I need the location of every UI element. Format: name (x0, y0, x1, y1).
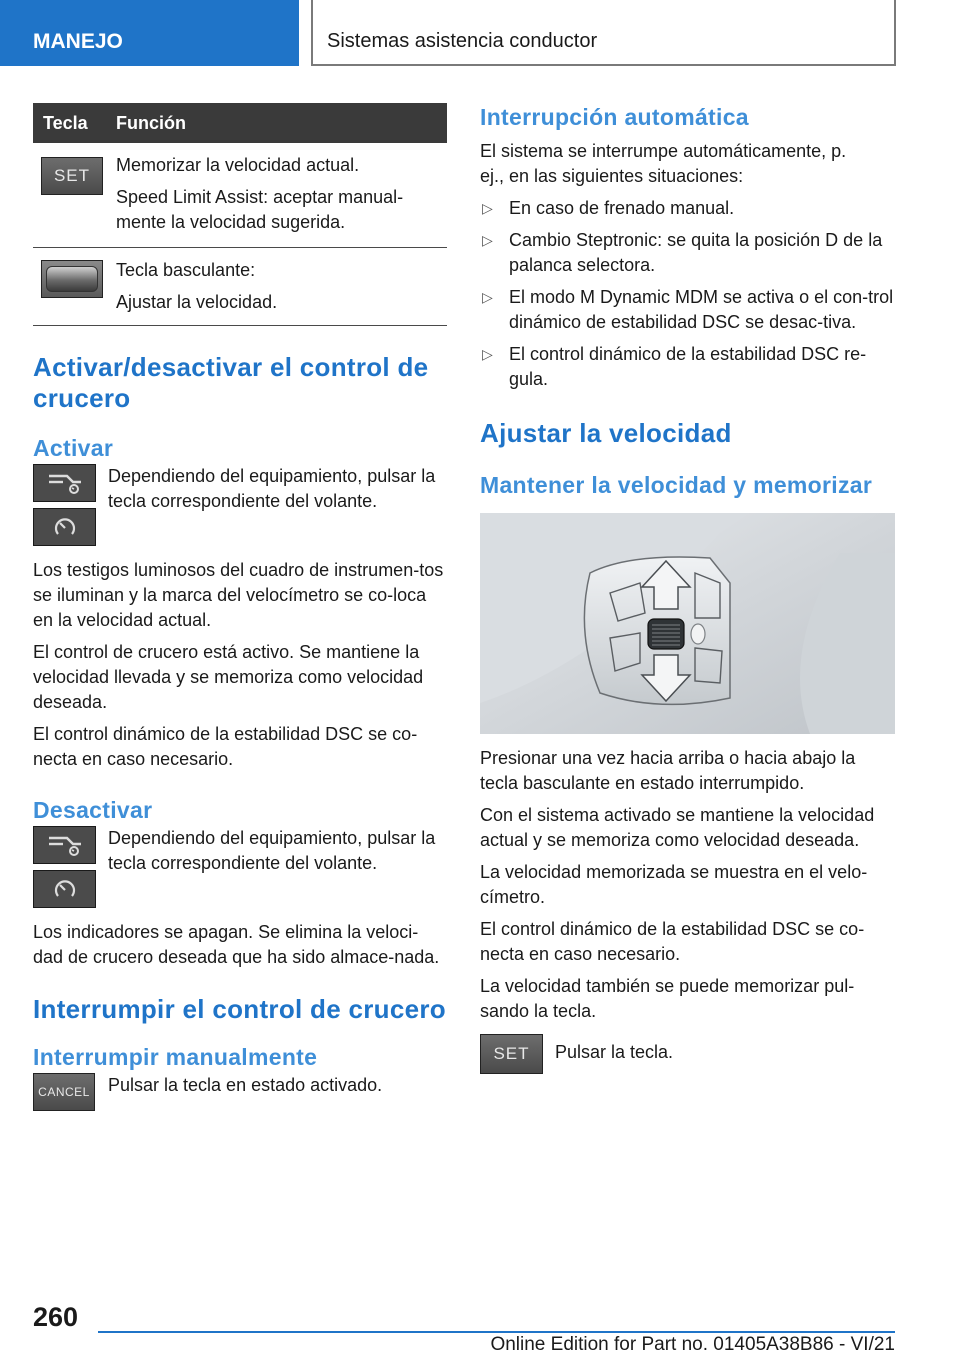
triangle-bullet-icon: ▷ (482, 232, 493, 248)
table-cell: Tecla basculante: (116, 260, 256, 280)
list-item: ▷ El modo M Dynamic MDM se activa o el con-trol dinámico de estabilidad DSC se desac-tiva. (480, 285, 895, 335)
paragraph: La velocidad también se puede memorizar pul-sando la tecla. (480, 976, 855, 1021)
table-row (33, 248, 447, 326)
table-row (33, 143, 447, 248)
heading-keep-speed: Mantener la velocidad y memorizar (480, 472, 873, 498)
steering-wheel-rocker-illustration (480, 513, 895, 734)
chapter-title: Sistemas asistencia conductor (311, 0, 896, 66)
heading-activate: Activar (33, 435, 114, 461)
cancel-key-icon: CANCEL (33, 1073, 95, 1111)
list-item: ▷ Cambio Steptronic: se quita la posición D de la palanca selectora. (480, 228, 895, 278)
paragraph: La velocidad memorizada se muestra en el velo-címetro. (480, 862, 868, 907)
cruise-control-icon (33, 464, 96, 502)
table-cell: Speed Limit Assist: aceptar manual-mente la velocidad sugerida. (116, 187, 404, 232)
interrupt-text: Pulsar la tecla en estado activado. (108, 1075, 383, 1095)
left-column (33, 103, 447, 1111)
key-function-table (33, 103, 447, 326)
paragraph: Presionar una vez hacia arriba o hacia abajo la tecla basculante en estado interrumpido. (480, 748, 856, 793)
edition-text: Online Edition for Part no. 01405A38B86 - VI/21 (490, 1334, 895, 1355)
footer-divider (98, 1331, 895, 1333)
heading-auto-interrupt: Interrupción automática (480, 104, 749, 130)
set-key-icon: SET (480, 1034, 543, 1074)
page-number: 260 (33, 1302, 79, 1332)
table-col-function: Función (116, 112, 186, 133)
heading-interrupt-manual: Interrumpir manualmente (33, 1044, 318, 1070)
heading-adjust-speed: Ajustar la velocidad (480, 418, 732, 448)
heading-deactivate: Desactivar (33, 797, 153, 823)
bullet-list (480, 196, 895, 392)
paragraph: El control de crucero está activo. Se mantiene la velocidad llevada y se memoriza como velocidad deseada. (33, 642, 424, 712)
paragraph: Los testigos luminosos del cuadro de instrumen-tos se iluminan y la marca del velocímetro se co-loca en la velocidad actual. (33, 560, 444, 630)
table-col-key: Tecla (43, 112, 88, 133)
interrupt-instruction (33, 1073, 447, 1111)
heading-interrupt: Interrumpir el control de crucero (33, 994, 446, 1024)
activate-text: Dependiendo del equipamiento, pulsar la tecla correspondiente del volante. (108, 466, 436, 511)
cruise-control-icon (33, 826, 96, 864)
table-cell: Memorizar la velocidad actual. (116, 155, 360, 175)
paragraph: El control dinámico de la estabilidad DSC se co-necta en caso necesario. (33, 724, 418, 769)
list-item: ▷ En caso de frenado manual. (480, 196, 895, 221)
triangle-bullet-icon: ▷ (482, 289, 493, 305)
set-key-icon: SET (41, 157, 103, 195)
paragraph: Los indicadores se apagan. Se elimina la veloci-dad de crucero deseada que ha sido almace-nada. (33, 922, 440, 967)
speed-limiter-icon (33, 870, 96, 908)
rocker-switch-icon (41, 260, 103, 298)
triangle-bullet-icon: ▷ (482, 346, 493, 362)
set-text: Pulsar la tecla. (555, 1042, 674, 1062)
section-tab: MANEJO (0, 0, 299, 66)
activate-instruction (33, 464, 447, 546)
page-header (0, 0, 960, 66)
set-instruction (480, 1034, 895, 1074)
speed-limiter-icon (33, 508, 96, 546)
triangle-bullet-icon: ▷ (482, 200, 493, 216)
paragraph: Con el sistema activado se mantiene la velocidad actual y se memoriza como velocidad deseada. (480, 805, 875, 850)
table-cell: Ajustar la velocidad. (116, 292, 278, 312)
deactivate-instruction (33, 826, 447, 908)
table-header (33, 103, 447, 143)
list-item: ▷ El control dinámico de la estabilidad DSC re-gula. (480, 342, 895, 392)
paragraph: El control dinámico de la estabilidad DSC se co-necta en caso necesario. (480, 919, 865, 964)
deactivate-text: Dependiendo del equipamiento, pulsar la tecla correspondiente del volante. (108, 828, 436, 873)
paragraph: El sistema se interrumpe automáticamente, p. ej., en las siguientes situaciones: (480, 141, 847, 186)
right-column (480, 103, 895, 1074)
heading-activate-deactivate: Activar/desactivar el control de crucero (33, 352, 429, 413)
